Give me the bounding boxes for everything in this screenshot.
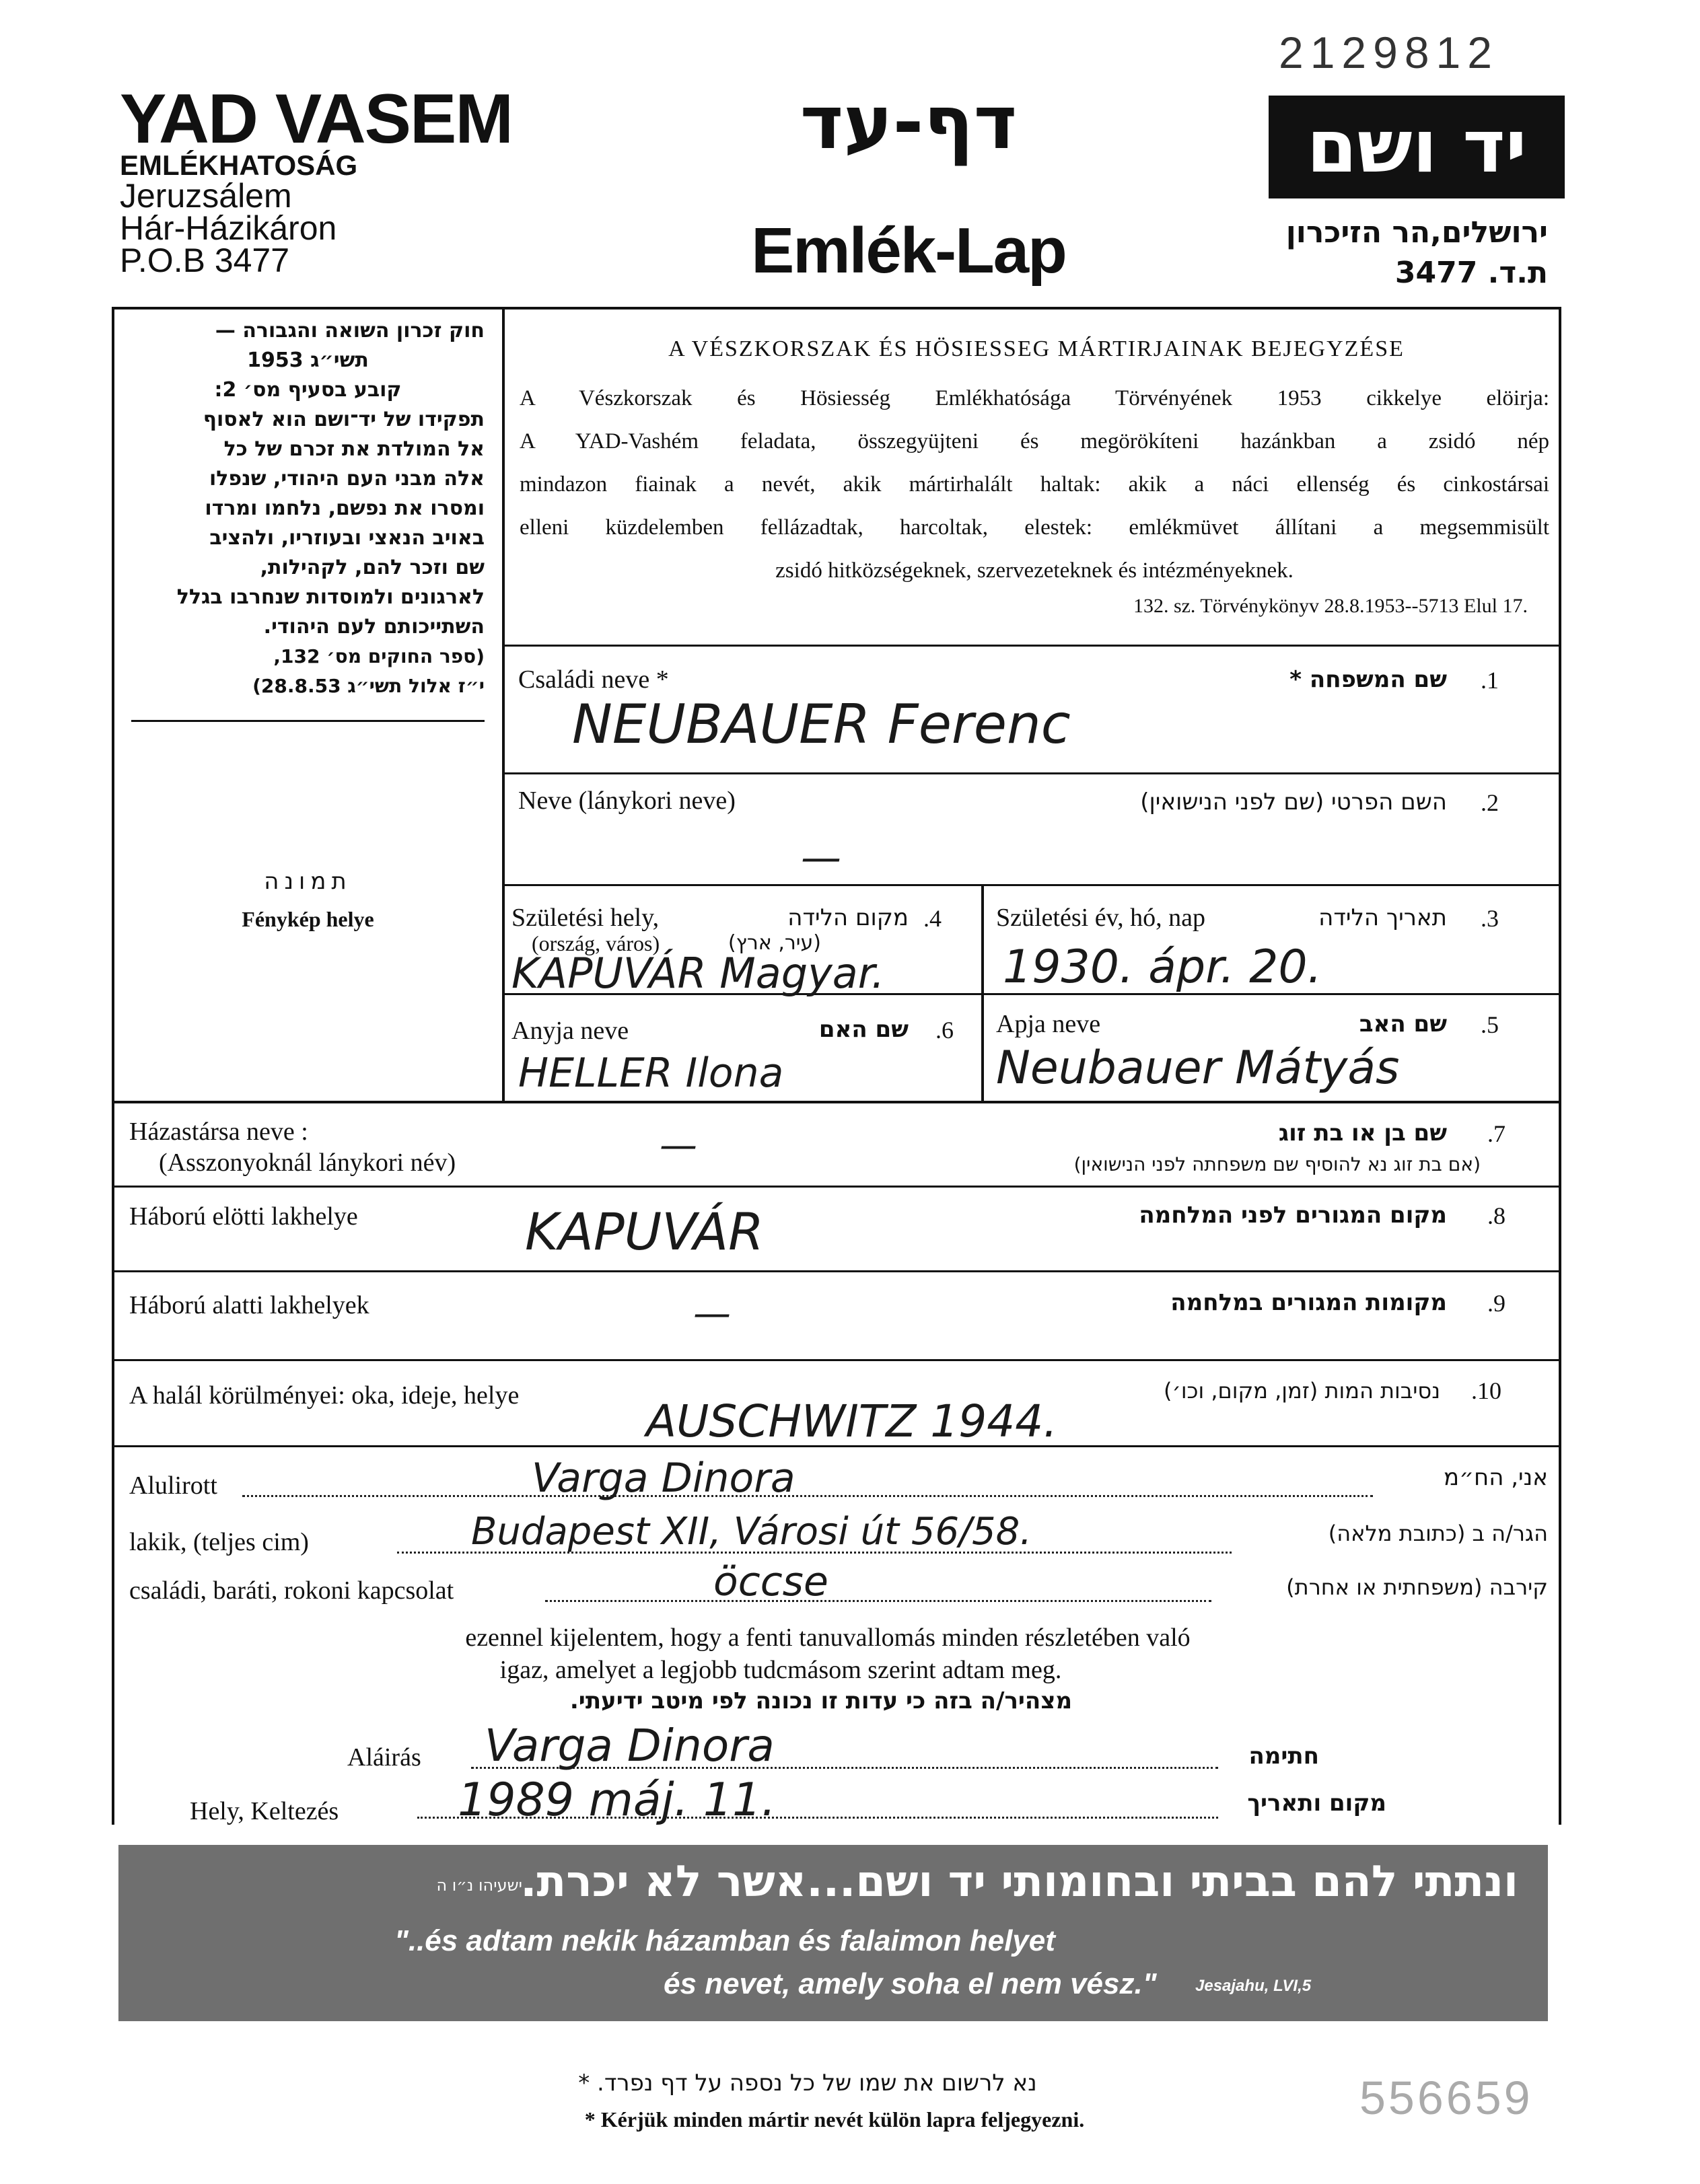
intro-text [520, 377, 1549, 592]
intro-citation: 132. sz. Törvénykönyv 28.8.1953--5713 Elul 17. [1133, 595, 1528, 617]
law-line: השתייכותם לעם היהודי. [263, 615, 485, 639]
field-6-value[interactable]: HELLER Ilona [518, 1050, 784, 1097]
photo-label: Fénykép helye [242, 907, 374, 931]
banner-line-1: "..és adtam nekik házamban és falaimon helyet [394, 1924, 1055, 1957]
field-3-label: Születési év, hó, nap [996, 904, 1205, 932]
law-line: תפקידו של יד־ושם הוא לאסוף [203, 408, 485, 431]
org-address-mount: Hár-Házikáron [120, 209, 337, 247]
signature-label: Aláirás [347, 1743, 421, 1772]
relation-hebrew: קירבה (משפחתית או אחרת) [1286, 1574, 1548, 1600]
title-hebrew: דף-עד [800, 79, 1018, 166]
field-10-number: .10 [1471, 1377, 1501, 1404]
field-1-hebrew: שם המשפחה * [1289, 666, 1447, 693]
law-line: שם וזכר להם, לקהילות, [260, 556, 485, 579]
logo-hebrew-text: יד ושם [1306, 105, 1527, 189]
field-2-value[interactable]: — [801, 834, 841, 881]
relation-value[interactable]: öccse [713, 1558, 828, 1605]
field-10-hebrew: נסיבות המות (זמן, מקום, וכו׳) [1164, 1378, 1440, 1404]
statement-line: igaz, amelyet a legjobb tudcmásom szerint adtam meg. [499, 1656, 1062, 1684]
photo-label-hebrew: תמונה [264, 868, 352, 895]
field-3-hebrew: תאריך הלידה [1318, 904, 1447, 931]
field-8-label: Háború elötti lakhelye [129, 1202, 358, 1231]
org-title: YAD VASEM [120, 80, 513, 158]
field-2-label: Neve (lánykori neve) [518, 787, 736, 815]
law-line: (ספר החוקים מס׳ 132, [273, 645, 485, 667]
field-5-value[interactable]: Neubauer Mátyás [996, 1042, 1400, 1095]
field-6-label: Anyja neve [511, 1017, 629, 1045]
law-line: י״ז אלול תשי״ג 28.8.53) [252, 675, 485, 697]
field-4-sublabel: (ország, város) [532, 931, 660, 955]
field-7-label: Házastársa neve : [129, 1118, 308, 1146]
field-7-sublabel: (Asszonyoknál lánykori név) [159, 1149, 456, 1177]
field-3-number: .3 [1481, 905, 1499, 932]
field-9-label: Háború alatti lakhelyek [129, 1291, 369, 1319]
intro-line: elleni küzdelemben fellázadtak, harcoltak, elestek: emlékmüvet állítani a megsemmisült [520, 515, 1549, 540]
banner-hebrew-source: ישעיהו נ״ו ה [436, 1876, 522, 1895]
law-excerpt-box [131, 316, 485, 722]
law-line: חוק זכרון השואה והגבורה — [215, 319, 485, 342]
field-8-number: .8 [1487, 1202, 1506, 1229]
intro-line: zsidó hitközségeknek, szervezeteknek és intézményeknek. [775, 558, 1294, 583]
law-line: באויב הנאצי ובעוזריו, ולהציב [209, 526, 485, 550]
statement-hebrew: מצהיר/ה בזה כי עדות זו נכונה לפי מיטב ידיעתי. [569, 1687, 1073, 1714]
statement-line: ezennel kijelentem, hogy a fenti tanuvallomás minden részletében való [465, 1624, 1191, 1652]
address-hebrew: הגר/ה ב (כתובת מלאה) [1328, 1521, 1548, 1546]
field-5-hebrew: שם האב [1359, 1011, 1447, 1038]
undersigned-value[interactable]: Varga Dinora [532, 1455, 795, 1502]
field-7-hebrew: שם בן או בת זוג [1278, 1120, 1447, 1146]
banner-source: Jesajahu, LVI,5 [1195, 1977, 1312, 1995]
field-4-value[interactable]: KAPUVÁR Magyar. [511, 949, 885, 998]
field-9-value[interactable]: — [693, 1292, 731, 1336]
field-9-hebrew: מקומות המגורים במלחמה [1170, 1289, 1447, 1316]
banner-hebrew-quote: ונתתי להם בביתי ובחומותי יד ושם...אשר לא יכרת. [520, 1857, 1518, 1907]
field-4-hebrew: מקום הלידה [787, 904, 909, 931]
field-5-label: Apja neve [996, 1010, 1101, 1038]
law-line: תשי״ג 1953 [247, 349, 369, 372]
field-7-number: .7 [1487, 1120, 1506, 1147]
field-2-number: .2 [1481, 789, 1499, 816]
address-value[interactable]: Budapest XII, Városi út 56/58. [471, 1510, 1032, 1554]
law-line: אלה מבני העם היהודי, שנפלו [209, 467, 485, 490]
field-10-value[interactable]: AUSCHWITZ 1944. [646, 1395, 1058, 1447]
signature-value[interactable]: Varga Dinora [485, 1720, 775, 1772]
right-pob-hebrew: ת.ד. 3477 [1394, 256, 1548, 290]
field-7-value[interactable]: — [660, 1124, 697, 1167]
field-1-label: Családi neve * [518, 665, 669, 694]
address-label: lakik, (teljes cim) [129, 1528, 309, 1556]
relation-label: családi, baráti, rokoni kapcsolat [129, 1576, 454, 1605]
undersigned-hebrew: אני, הח״מ [1444, 1464, 1548, 1491]
org-address-city: Jeruzsálem [120, 177, 292, 215]
right-address-hebrew: ירושלים,הר הזיכרון [1285, 215, 1548, 250]
document-number-bottom: 556659 [1359, 2072, 1533, 2124]
field-4-label: Születési hely, [511, 904, 660, 932]
intro-line: A YAD-Vashém feladata, összegyüjteni és megörökíteni hazánkban a zsidó nép [520, 429, 1549, 453]
field-4-subhebrew: (עיר, ארץ) [728, 931, 821, 955]
field-5-number: .5 [1481, 1011, 1499, 1038]
intro-line: mindazon fiainak a nevét, akik mártirhalált haltak: akik a náci ellenség és cinkostársai [520, 472, 1549, 497]
field-3-value[interactable]: 1930. ápr. 20. [1003, 941, 1322, 994]
field-7-subhebrew: (אם בת זוג נא להוסיף שם משפחתה לפני הנישואין) [1073, 1153, 1481, 1175]
undersigned-label: Alulirott [129, 1471, 217, 1500]
yad-vashem-logo [1269, 96, 1565, 198]
field-4-number: .4 [923, 905, 942, 932]
org-address-pob: P.O.B 3477 [120, 242, 290, 279]
footer-hebrew: נא לרשום את שמו של כל נספה על דף נפרד. * [578, 2070, 1037, 2097]
intro-heading: A VÉSZKORSZAK ÉS HÖSIESSEG MÁRTIRJAINAK BEJEGYZÉSE [668, 336, 1405, 361]
footer-note: * Kérjük minden mártir nevét külön lapra feljegyezni. [584, 2107, 1085, 2132]
field-6-number: .6 [935, 1017, 954, 1044]
law-line: אל המולדת את זכרם של כל [223, 437, 485, 461]
banner-line-2: és nevet, amely soha el nem vész." [664, 1967, 1157, 2000]
field-1-value[interactable]: NEUBAUER Ferenc [572, 693, 1071, 756]
field-8-hebrew: מקום המגורים לפני המלחמה [1139, 1202, 1447, 1229]
field-6-hebrew: שם האם [818, 1016, 909, 1043]
law-line: קובע בסעיף מס׳ 2: [214, 378, 402, 402]
document-number-top: 2129812 [1279, 28, 1499, 77]
field-8-value[interactable]: KAPUVÁR [525, 1202, 764, 1262]
signature-hebrew: חתימה [1248, 1743, 1319, 1770]
field-2-hebrew: השם הפרטי (שם לפני הנישואין) [1140, 789, 1447, 815]
field-10-label: A halál körülményei: oka, ideje, helye [129, 1381, 520, 1410]
quote-banner [118, 1845, 1548, 2021]
field-1-number: .1 [1481, 667, 1499, 694]
field-9-number: .9 [1487, 1290, 1506, 1317]
place-date-value[interactable]: 1989 máj. 11. [458, 1774, 776, 1827]
intro-line: A Vészkorszak és Hösiesség Emlékhatósága Törvényének 1953 cikkelye elöirja: [520, 386, 1549, 410]
page-title: Emlék-Lap [751, 215, 1066, 287]
place-date-hebrew: מקום ותאריך [1247, 1790, 1386, 1817]
law-line: לארגונים ולמוסדות שנחרבו בגלל [176, 585, 485, 609]
place-date-label: Hely, Keltezés [190, 1797, 339, 1825]
org-subtitle: EMLÉKHATOSÁG [120, 149, 358, 181]
law-line: ומסרו את נפשם, נלחמו ומרדו [205, 497, 485, 520]
